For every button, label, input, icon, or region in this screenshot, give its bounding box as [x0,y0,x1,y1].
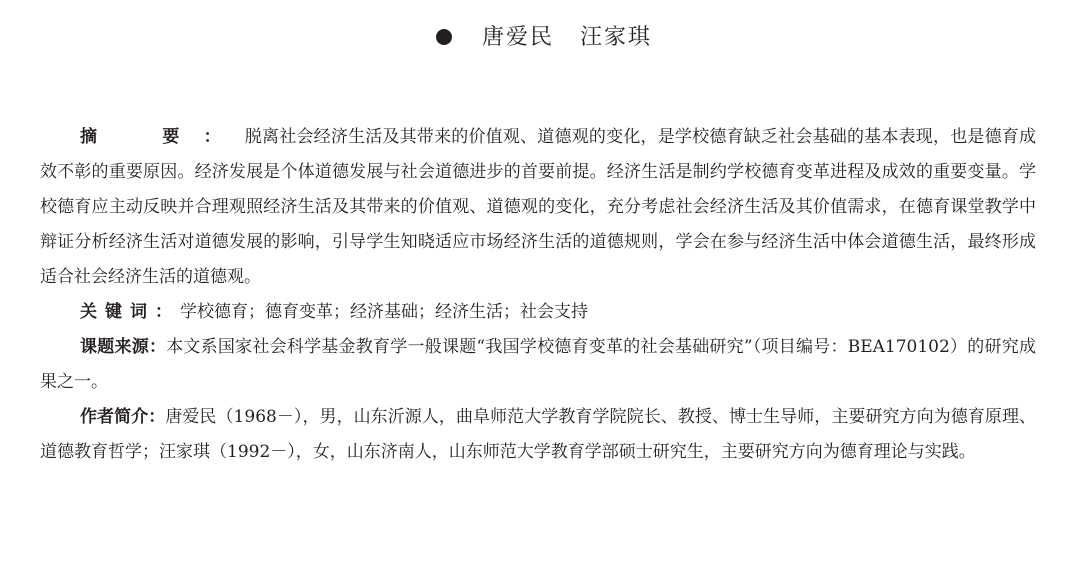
bio-label: 作者简介： [80,407,166,427]
abstract-text: 脱离社会经济生活及其带来的价值观、道德观的变化，是学校德育缺乏社会基础的基本表现，也是德育成效不彰的重要原因。经济发展是个体道德发展与社会道德进步的首要前提。经济生活是制约学校德育变革进程及成效的重要变量。学校德育应主动反映并合理观照经济生活及其带来的价值观、道德观的变化，充分考虑社会经济生活及其价值需求，在德育课堂教学中辩证分析经济生活对道德发展的影响，引导学生知晓适应市场经济生活的道德规则，学会在参与经济生活中体会道德生活，最终形成适合社会经济生活的道德观。 [40,127,1037,287]
author-name-1: 唐爱民 [481,25,554,50]
funding-label: 课题来源： [80,337,167,357]
abstract-label: 摘 要： [80,127,245,147]
article-front-matter [40,120,1036,470]
bullet-icon [436,29,452,45]
funding-paragraph [40,330,1036,400]
bio-paragraph [40,400,1036,470]
keywords-text: 学校德育；德育变革；经济基础；经济生活；社会支持 [180,302,588,322]
author-line [0,20,1088,56]
keywords-paragraph [40,295,1036,330]
keywords-label: 关键词： [80,302,180,322]
funding-text: 本文系国家社会科学基金教育学一般课题“我国学校德育变革的社会基础研究”（项目编号：BEA170102）的研究成果之一。 [40,337,1036,392]
abstract-paragraph [40,120,1036,295]
author-name-2: 汪家琪 [580,25,653,50]
bio-text: 唐爱民（1968－），男，山东沂源人，曲阜师范大学教育学院院长、教授、博士生导师，主要研究方向为德育原理、道德教育哲学；汪家琪（1992－），女，山东济南人，山东师范大学教育学部硕士研究生，主要研究方向为德育理论与实践。 [40,407,1037,462]
